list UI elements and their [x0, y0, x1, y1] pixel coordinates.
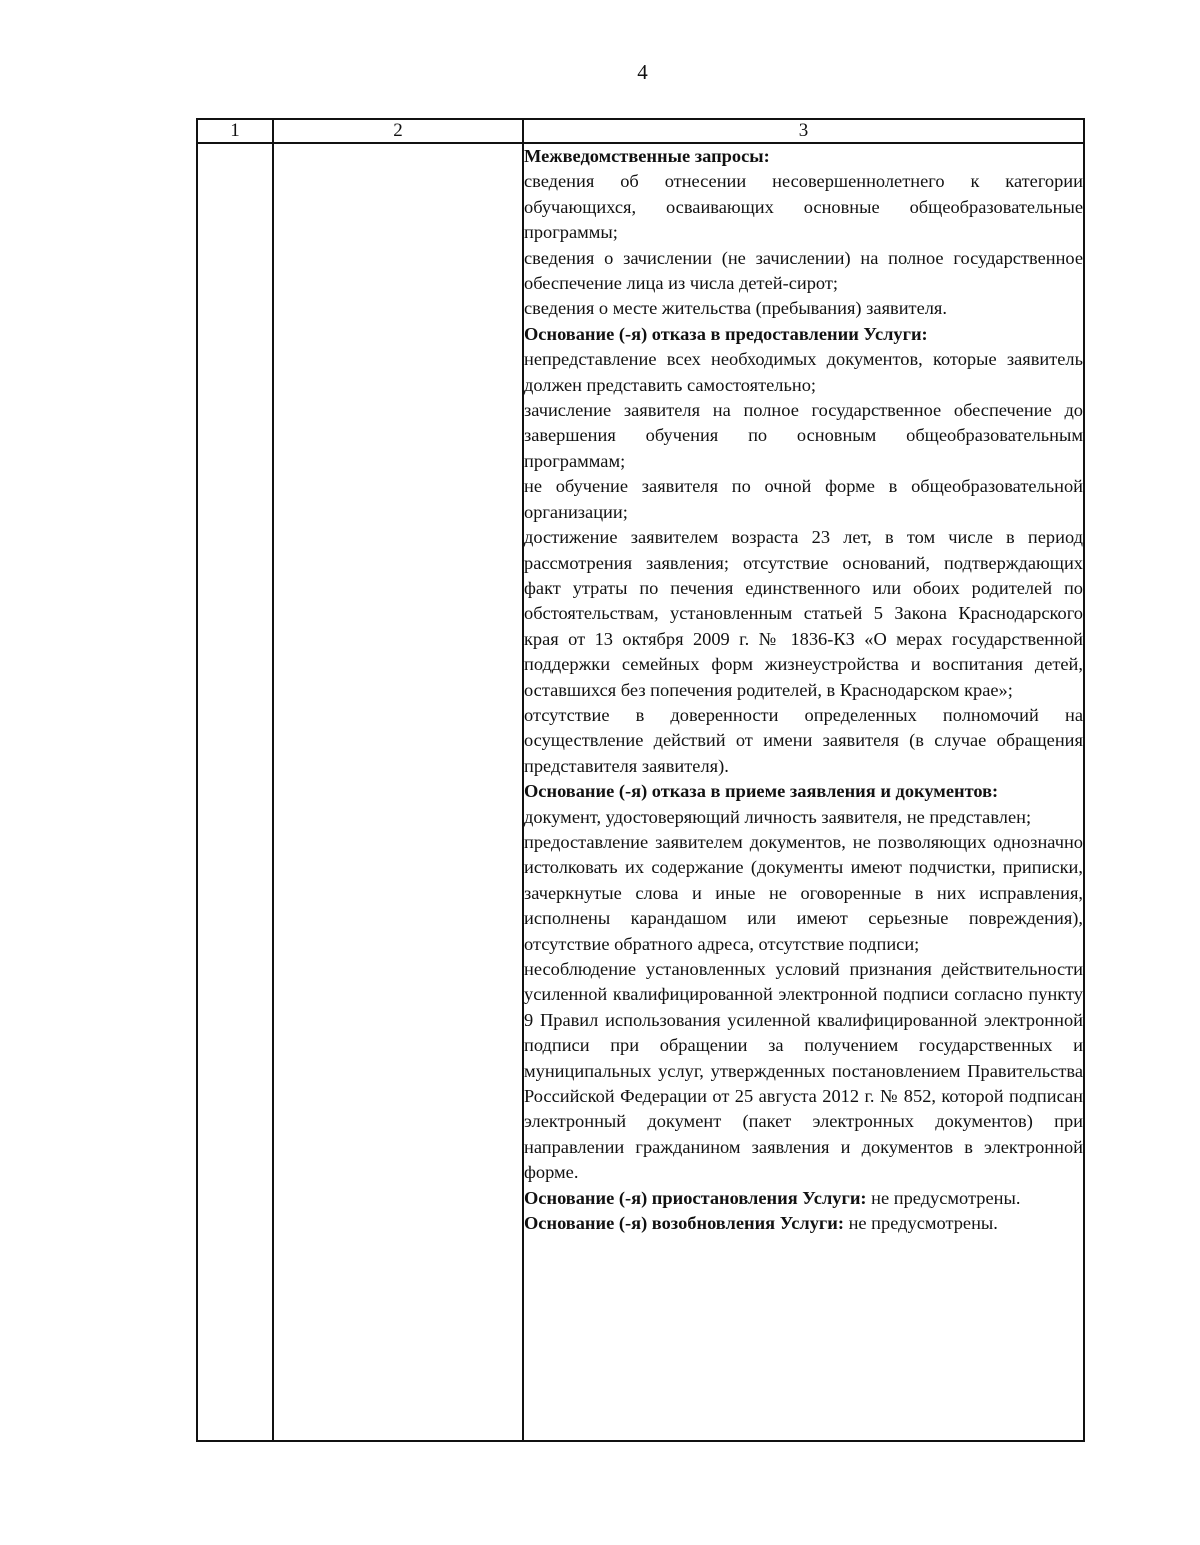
- paragraph-text: документ, удостоверяющий личность заявителя, не представлен;: [524, 806, 1032, 827]
- paragraph: [524, 398, 1083, 474]
- column-header-2: 2: [273, 119, 523, 143]
- paragraph-text: зачисление заявителя на полное государственное обеспечение до завершения обучения по основным общеобразовательным программам;: [524, 400, 1083, 471]
- paragraph: [524, 322, 1083, 347]
- paragraph: [524, 474, 1083, 525]
- paragraph-text: предоставление заявителем документов, не позволяющих однозначно истолковать их содержание (документы имеют подчистки, приписки, зачеркнутые слова и иные не оговоренные в них исправления, исполнены карандашом или имеют серьезные повреждения), отсутствие обратного адреса, отсутствие подписи;: [524, 831, 1083, 954]
- table-cell-col2: [273, 143, 523, 1441]
- paragraph-text: сведения о зачислении (не зачислении) на полное государственное обеспечение лица из числа детей-сирот;: [524, 247, 1083, 294]
- paragraph: [524, 347, 1083, 398]
- column-header-3: 3: [523, 119, 1084, 143]
- paragraph: [524, 296, 1083, 321]
- paragraph-text: достижение заявителем возраста 23 лет, в том числе в период рассмотрения заявления; отсутствие оснований, подтверждающих факт утраты по печения единственного или обоих родителей по обстоятельствам, установленным статьей 5 Закона Краснодарского края от 13 октября 2009 г. № 1836-КЗ «О мерах государственной поддержки семейных форм жизнеустройства и воспитания детей, оставшихся без попечения родителей, в Краснодарском крае»;: [524, 527, 1083, 700]
- paragraph: [524, 779, 1083, 804]
- paragraph-text: сведения о месте жительства (пребывания) заявителя.: [524, 298, 947, 319]
- paragraph: [524, 957, 1083, 1186]
- services-table: [196, 118, 1085, 1442]
- refusal-grounds-text: [524, 144, 1083, 1236]
- paragraph: [524, 144, 1083, 169]
- paragraph-text: несоблюдение установленных условий признания действительности усиленной квалифицированной электронной подписи согласно пункту 9 Правил использования усиленной квалифицированной электронной подписи при обращении за получением государственных и муниципальных услуг, утвержденных постановлением Правительства Российской Федерации от 25 августа 2012 г. № 852, которой подписан электронный документ (пакет электронных документов) при направлении гражданином заявления и документов в электронной форме.: [524, 959, 1083, 1183]
- paragraph-text: сведения об отнесении несовершеннолетнего к категории обучающихся, осваивающих основные общеобразовательные программы;: [524, 171, 1083, 243]
- paragraph-heading: Основание (-я) отказа в предоставлении Услуги:: [524, 323, 928, 344]
- paragraph: [524, 246, 1083, 297]
- table-row: [197, 143, 1084, 1441]
- column-header-1: 1: [197, 119, 273, 143]
- paragraph-heading: Межведомственные запросы:: [524, 146, 770, 166]
- table-cell-col1: [197, 143, 273, 1441]
- paragraph-text: непредставление всех необходимых документов, которые заявитель должен представить самостоятельно;: [524, 349, 1083, 395]
- paragraph: [524, 1186, 1083, 1211]
- page-number: 4: [637, 60, 648, 84]
- table-cell-col3: [523, 143, 1084, 1441]
- paragraph-heading: Основание (-я) возобновления Услуги:: [524, 1213, 844, 1234]
- paragraph: [524, 1211, 1083, 1236]
- paragraph-text: не обучение заявителя по очной форме в общеобразовательной организации;: [524, 476, 1083, 522]
- paragraph-text: не предусмотрены.: [866, 1187, 1021, 1208]
- paragraph-heading: Основание (-я) отказа в приеме заявления и документов:: [524, 781, 999, 802]
- paragraph: [524, 525, 1083, 703]
- paragraph: [524, 703, 1083, 779]
- paragraph-text: отсутствие в доверенности определенных полномочий на осуществление действий от имени заявителя (в случае обращения представителя заявителя).: [524, 704, 1083, 776]
- paragraph-heading: Основание (-я) приостановления Услуги:: [524, 1187, 867, 1208]
- paragraph-text: не предусмотрены.: [843, 1213, 998, 1234]
- paragraph: [524, 805, 1083, 830]
- paragraph: [524, 830, 1083, 957]
- table-header-row: [197, 119, 1084, 143]
- paragraph: [524, 169, 1083, 245]
